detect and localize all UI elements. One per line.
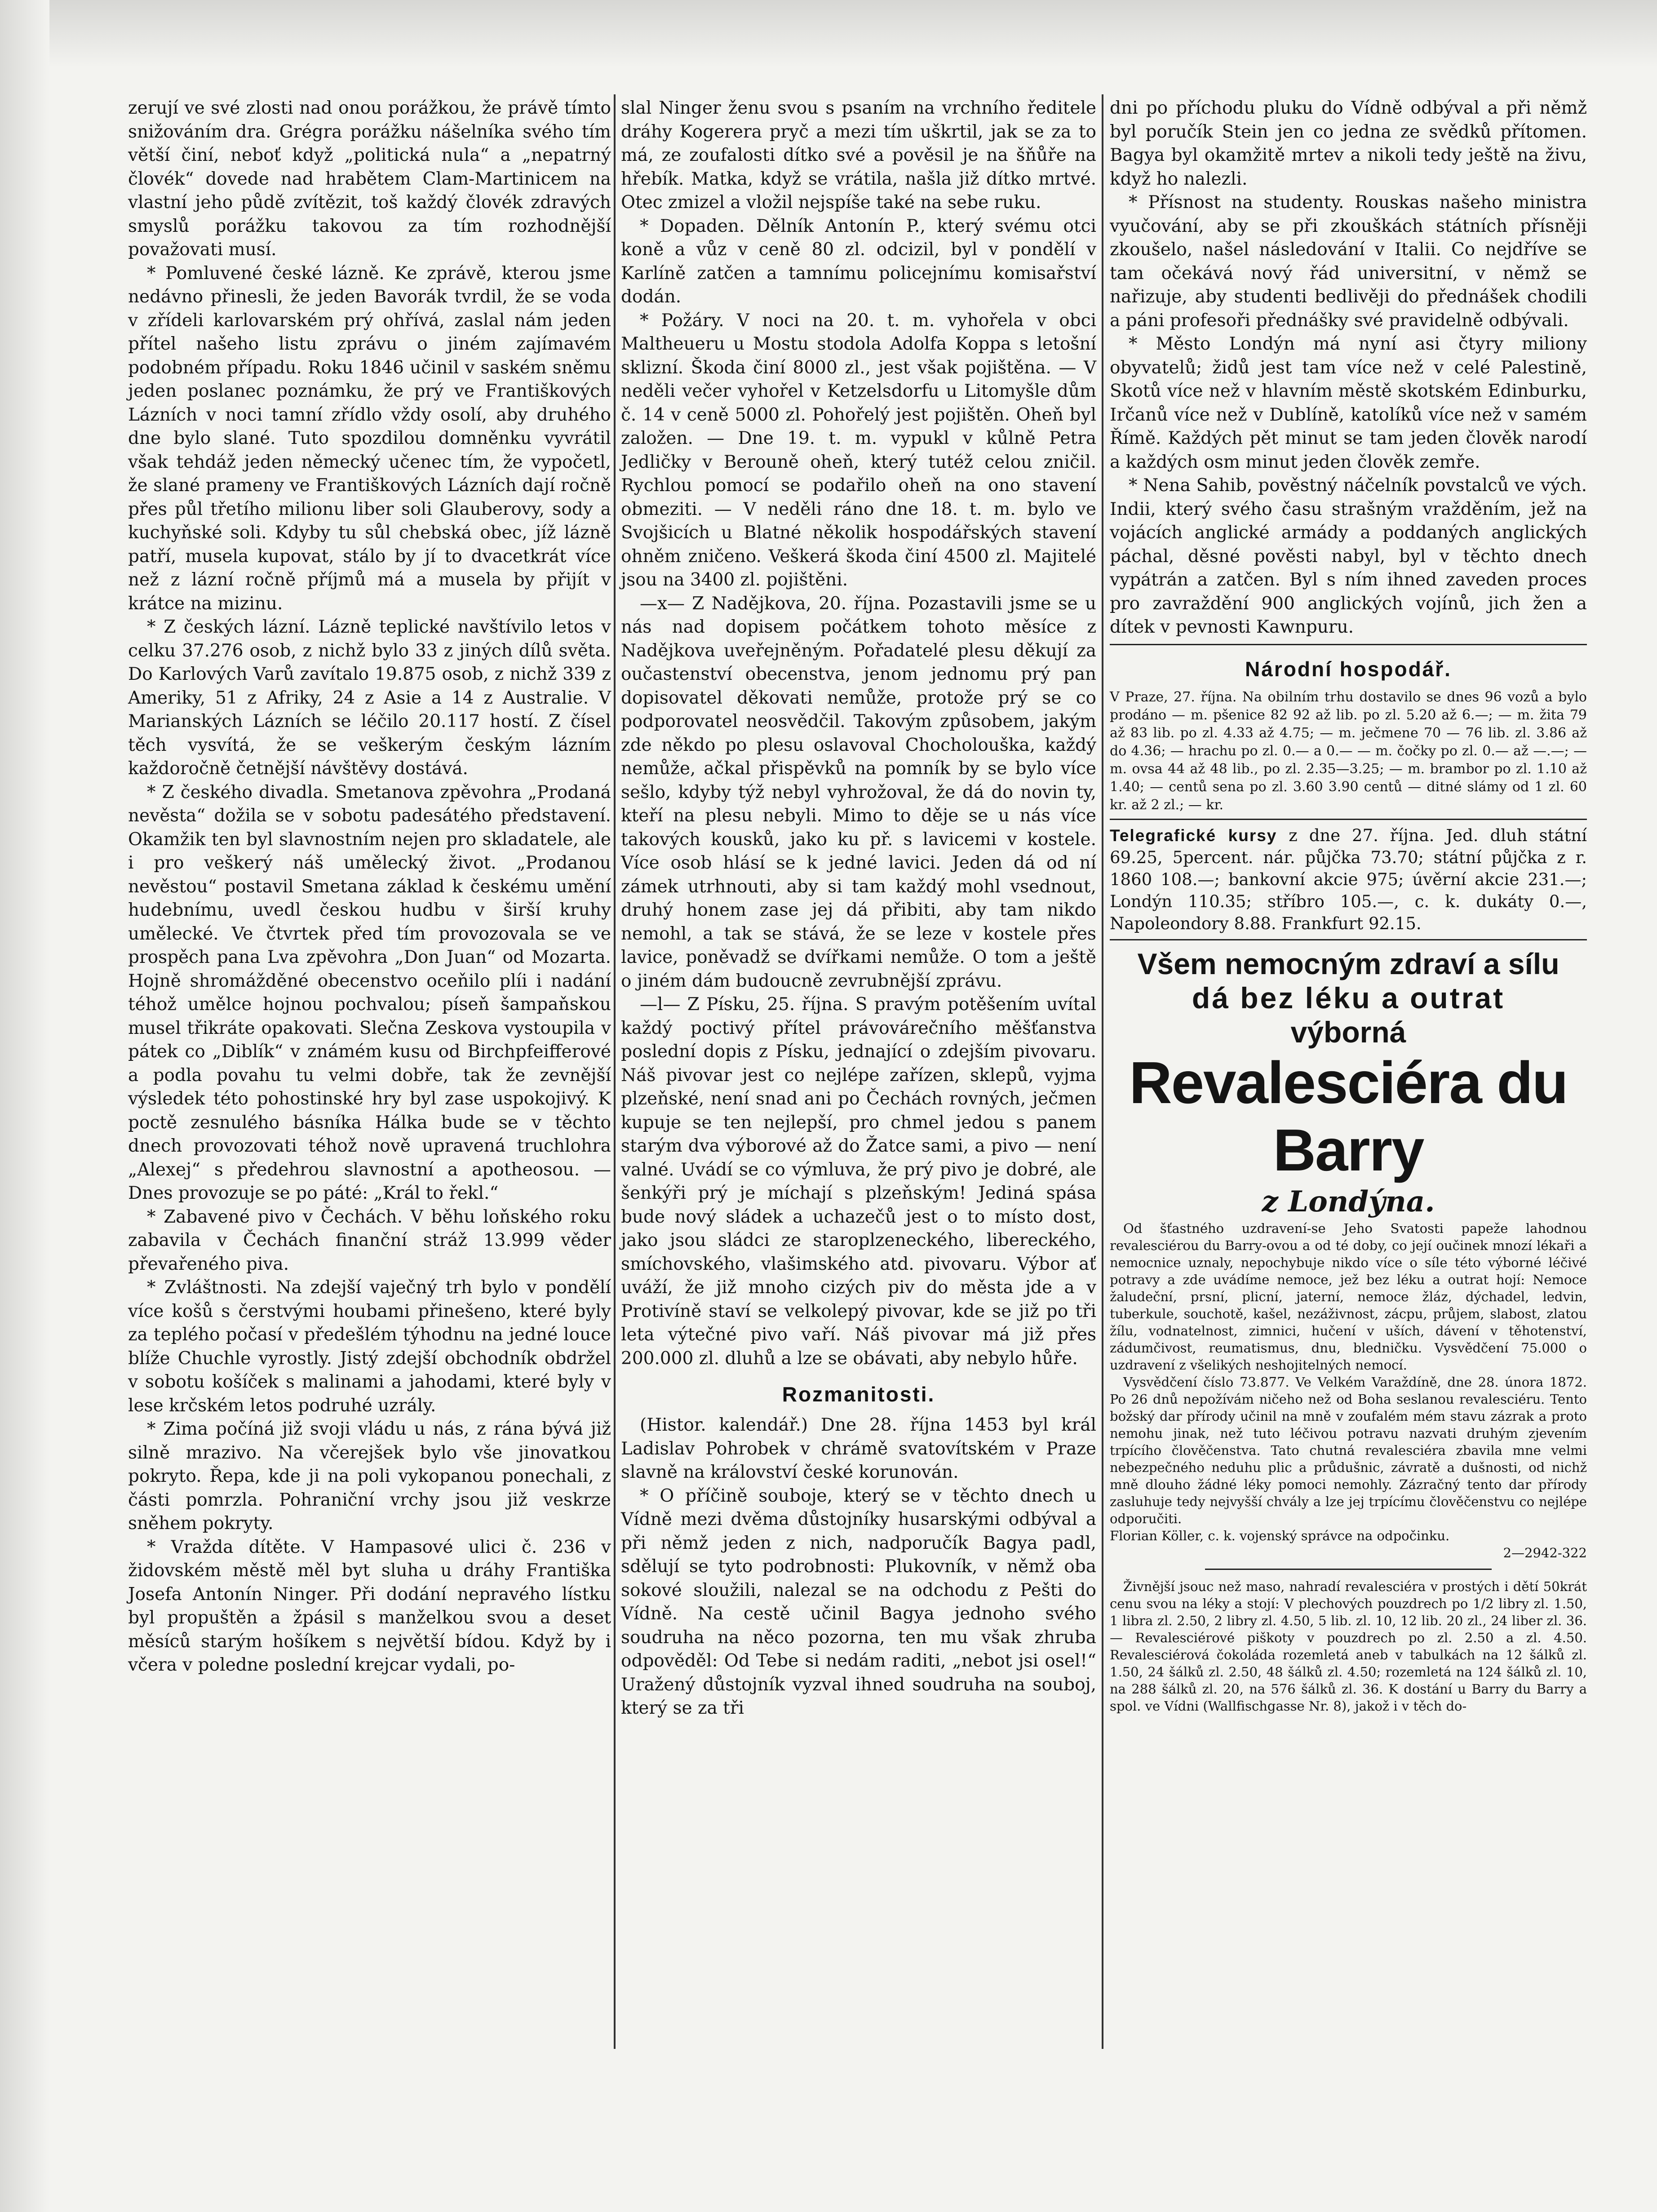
telegraph-heading: Telegrafické kursy [1110,826,1277,845]
section-divider [1205,1569,1491,1570]
article-paragraph: * Zabavené pivo v Čechách. V běhu loňského roku zabavila v Čechách finanční stráž 13.999 věder převařeného piva. [128,1206,611,1274]
ad-headline: Všem nemocným zdraví a sílu [1137,947,1560,980]
ad-reference: 2—2942-322 [1503,1545,1587,1560]
article-paragraph: * Pomluvené české lázně. Ke zprávě, kterou jsme nedávno přinesli, že jeden Bavorák tvrdil, že se voda v zřídeli karlovarském prý ohřívá, zaslal nám jeden přítel našeho listu zprávu o jiném zajímavém podobném případu. Roku 1846 učinil v saském sněmu jeden poslanec poznámku, že prý ve Františkových Lázních v noci tamní zřídlo vždy osolí, aby druhého dne bylo slané. Tuto spozdilou domněnku vyvrátil však tehdáž jeden německý učenec tím, že vypočetl, že slané prameny ve Františkových Lázních dají ročně přes půl třetího milionu liber soli Glauberovy, sody a kuchyňské soli. Kdyby tu sůl chebská obec, jíž lázně patří, musela kupovat, stálo by jí to dvacetkrát více než z lázní ročně příjmů má a musela by přijít v krátce na mizinu. [128,263,611,614]
section-divider [1110,939,1587,940]
article-paragraph: dni po příchodu pluku do Vídně odbýval a při němž byl poručík Stein jen co jedna ze svědků přítomen. Bagya byl okamžitě mrtev a nikoli tedy ještě na živu, když ho nalezli. [1110,98,1587,189]
column-rule [1102,94,1103,2049]
article-paragraph: * Zvláštnosti. Na zdejší vaječný trh bylo v pondělí více košů s čerstvými houbami přinešeno, které byly za teplého počasí v předešlém týhodnu na jedné louce blíže Chuchle vyrostly. Jistý zdejší obchodník obdržel v sobotu košíček s malinami a jahodami, které byly v lese krčském letos podruhé uzrály. [128,1277,611,1416]
ad-subheadline: dá bez léku a outrat [1192,981,1505,1015]
ad-brand: Revalesciéra du Barry [1129,1049,1568,1183]
article-paragraph: * Přísnost na studenty. Rouskas našeho ministra vyučování, aby se při zkouškách státních přísněji zkoušelo, našel následování v Italii. Co nejdříve se tam očekává nový řád universitní, v němž se nařizuje, aby studenti bedlivěji do přednášek chodili a páni profesoři přednášky své pravidelně odbývali. [1110,192,1587,331]
column-right [1110,97,1587,2042]
article-paragraph: zerují ve své zlosti nad onou porážkou, že právě tímto snižováním dra. Grégra porážku nášelníka svého tím větší činí, neboť když „politická nula“ a „nepatrný človék“ dovede nad hrabětem Clam-Martinicem na vlastní jeho půdě zvítězit, toš každý človék zdravých smyslů porážku takovou za tím rozhodnější považovati musí. [128,98,611,260]
telegraph-text: Jed. dluh státní 69.25, 5percent. nár. půjčka 73.70; státní půjčka z r. 1860 108.—; bankovní akcie 975; úvěrní akcie 231.—; Londýn 110.35; stříbro 105.—, c. k. dukáty 0.—, Napoleondory 8.88. Frankfurt 92.15. [1110,825,1587,933]
article-paragraph: * Město Londýn má nyní asi čtyry miliony obyvatelů; židů jest tam více než v celé Palestině, Skotů více než v hlavním městě skotském Edinburku, Irčanů více než v Dublíně, katolíků více než v samém Římě. Každých pět minut se tam jeden člověk narodí a každých osm minut jeden člověk zemře. [1110,334,1587,472]
market-section [1110,657,1587,935]
ad-body: Od šťastného uzdravení-se Jeho Svatosti papeže lahodnou revalesciérou du Barry-ovou a od té doby, co její oučinek mnozí lékaři a nemocnice uznaly, nepochybuje nikdo více o síle této výborné léčivé potravy a zde uvádíme nemoce, jež bez léku a outrat hojí: Nemoce žaludeční, prsní, plicní, jaterní, nemoce žláz, dýchadel, ledvin, tuberkule, souchotě, kašel, nezáživnost, zácpu, průjem, slabost, zlatou žílu, vodnatelnost, zimnici, hučení v uších, dávení v těhotenství, zádumčivost, reumatismus, dnu, bledničku. Vysvědčení 75.000 o uzdravení z všelikých neshojitelných nemocí. [1110,1220,1587,1373]
scan-shadow-left [0,0,49,2212]
article-paragraph: (Histor. kalendář.) Dne 28. října 1453 byl král Ladislav Pohrobek v chrámě svatovítském v Praze slavně na království české korunován. [621,1415,1096,1482]
ad-price-list: Živnější jsouc než maso, nahradí revalesciéra v prostých i dětí 50krát cenu svou na léky a stojí: V plechových pouzdrech po 1/2 libry zl. 1.50, 1 libra zl. 2.50, 2 libry zl. 4.50, 5 lib. zl. 10, 12 lib. 20 zl., 24 liber zl. 36. — Revalesciérové piškoty v pouzdrech po zl. 2.50 a zl. 4.50. Revalesciérová čokoláda rozemletá aneb v tabulkách na 12 šálků zl. 1.50, 24 šálků zl. 2.50, 48 šálků zl. 4.50; rozemletá na 124 šálků zl. 10, na 288 šálků zl. 20, na 576 šálků zl. 36. K dostání u Barry du Barry a spol. ve Vídni (Wallfischgasse Nr. 8), jakož i v těch do- [1110,1578,1587,1714]
section-heading-narodni-hospodar: Národní hospodář. [1245,657,1452,681]
ad-body: Vysvědčení číslo 73.877. Ve Velkém Varaždíně, dne 28. února 1872. Po 26 dnů nepožívám ničeho než od Boha seslanou revalesciéru. Tento božský dar přírody učinil na mně v zoufalém mém stavu zázrak a proto nemohu jinak, než tuto léčivou potravu nazvati druhým zjevením trpícího člověčenstva. Tato chutná revalesciéra zbavila mne velmi nebezpečného neduhu plic a průdušnic, závratě a dušnosti, od nichž mně dlouho žádné léky pomoci nemohly. Zázračný tento dar přírody zasluhuje tedy nejvyšší chvály a lze jej trpícímu člověčenstvu co nejlépe odporučiti. [1110,1374,1587,1526]
ad-origin: z Londýna. [1262,1184,1435,1219]
article-paragraph: * Nena Sahib, pověstný náčelník povstalců ve vých. Indii, který svého času strašným vražděním, jež na vojácích anglické armády a poddaných anglických páchal, děsné pověsti nabyl, byl v těchto dnech vypátrán a zatčen. Byl s ním ihned zaveden proces pro zavraždění 900 anglických vojínů, jich žen a dítek v pevnosti Kawnpuru. [1110,475,1587,637]
market-report: V Praze, 27. října. Na obilním trhu dostavilo se dnes 96 vozů a bylo prodáno — m. pšenice 82 92 až lib. po zl. 5.20 až 6.—; — m. žita 79 až 83 lib. po zl. 4.33 až 4.75; — m. ječmene 70 — 76 lib. zl. 3.86 až do 4.36; — hrachu po zl. 0.— a 0.— — m. čočky po zl. 0.— až —.—; — m. ovsa 44 až 48 lib., po zl. 2.35—3.25; — m. brambor po zl. 1.10 až 1.40; — centů sena po zl. 3.60 3.90 centů — ditné slámy od 1 zl. 60 kr. až 2 zl.; — kr. [1110,689,1587,813]
article-paragraph: * Z českých lázní. Lázně teplické navštívilo letos v celku 37.276 osob, z nichž bylo 33 z jiných dílů světa. Do Karlových Varů zavítalo 19.875 osob, z nichž 339 z Ameriky, 51 z Afriky, 24 z Asie a 14 z Australie. V Marianských Lázních se léčilo 20.117 hostí. Z čísel těch vysvítá, že se veškerým českým lázním každoročně četnější návštěvy dostává. [128,617,611,779]
article-paragraph: —x— Z Nadějkova, 20. října. Pozastavili jsme se u nás nad dopisem počátkem tohoto měsíce z Nadějkova uveřejněným. Pořadatelé plesu děkují za oučastenství obecenstva, jenom jednomu prý pan dopisovatel děkovati nemůže, protože prý se co podporovatel neosvědčil. Takovým způsobem, jakým zde někdo po plesu oslavoval Chocholouška, každý nemůže, ačkal přispěvků na pomník by se bylo více sešlo, kdyby týž nebyl vyhrožoval, že dá do novin ty, kteří na plesu nebyli. Mimo to děje se u nás více takových kousků, jako ku př. s lavicemi v kostele. Více osob hlásí se k jedné lavici. Jeden dá od ní zámek utrhnouti, aby si tam každý mohl vsednout, druhý honem zase jej dá přibiti, aby tam nikdo nemohl, a tak se stává, že se leze v kostele přes lavice, poněvadž se dvířkami nemůže. O tom a ještě o jiném dám budoucně zevrubnější zprávu. [621,593,1096,991]
article-paragraph: * Z českého divadla. Smetanova zpěvohra „Prodaná nevěsta“ dožila se v sobotu padesátého představení. Okamžik ten byl slavnostním nejen pro skladatele, ale i pro veškerý náš umělecký život. „Prodanou nevěstou“ postavil Smetana základ k českému umění hudebnímu, uvedl českou hudbu v širší kruhy umělecké. Ve čtvrtek před tím provozovala se ve prospěch pana Lva zpěvohra „Don Juan“ od Mozarta. Hojně shromážděné obecenstvo oceňilo plíi i nadání téhož umělce hojnou pochvalou; píseň šampaňskou musel třikráte opakovati. Slečna Zeskova vystoupila v pátek co „Diblík“ v známém kusu od Birchpfeifferové a podla povahu tu velmi dobře, tak že zevnější výsledek této pohostinské hry byl zase uspokojivý. K poctě zesnulého básníka Hálka bude se v těchto dnech provozovati téhož nově upravená truchlohra „Alexej“ s předehrou slavnostní a apotheosou. — Dnes provozuje se po páté: „Král to řekl.“ [128,782,611,1203]
advertisement-revalesciere [1110,947,1587,1715]
column-middle [621,97,1096,2042]
telegraph-rates [1110,825,1587,935]
section-divider [1110,644,1587,645]
column-rule [614,94,616,2049]
ad-signature: Florian Köller, c. k. vojenský správce na odpočinku. [1110,1528,1450,1543]
article-paragraph: —l— Z Písku, 25. října. S pravým potěšením uvítal každý poctivý přítel právovárečního měšťanstva poslední dopis z Písku, jednající o zdejším pivovaru. Náš pivovar jest co nejlépe zařízen, sklepů, vyjma plzeňské, není snad ani po Čechách rovných, ječmen kupuje se ten nejlepší, pro chmel jedou s panem starým dva výborové až do Žatce sami, a pivo — není valné. Uvádí se co výmluva, že prý pivo je dobré, ale šenkýři prý je míchají s plzeňským! Jediná spása bude nový sládek a uchazečů jest o to místo dost, jako jsou sládci ze staroplzeneckého, libereckého, smíchovského, vlašimského atd. pivovaru. Výbor ať uváží, že již mnoho cizých piv do města jde a v Protivíně staví se velkolepý pivovar, kde se již po tři leta výtečné pivo vaří. Náš pivovar má již přes 200.000 zl. dluhů a lze se obávati, aby nebylo hůře. [621,994,1096,1369]
article-paragraph: * Zima počíná již svoji vládu u nás, z rána bývá již silně mrazivo. Na včerejšek bylo vše jinovatkou pokryto. Řepa, kde ji na poli vykopanou ponechali, z části pomrzla. Pohraniční vrchy jsou již veskrze sněhem pokryty. [128,1419,611,1534]
column-left [128,97,611,2042]
telegraph-date: z dne 27. října. [1289,825,1435,845]
article-paragraph: * Požáry. V noci na 20. t. m. vyhořela v obci Maltheueru u Mostu stodola Adolfa Koppa s letošní sklizní. Škoda činí 8000 zl., jest však pojištěna. — V neděli večer vyhořel v Ketzelsdorfu u Litomyšle dům č. 14 v ceně 5000 zl. Pohořelý jest pojištěn. Oheň byl založen. — Dne 19. t. m. vypukl v kůlně Petra Jedličky v Berouně oheň, který tutéž celou zničil. Rychlou pomocí se podařilo oheň na ono stavení obmeziti. — V neděli ráno dne 18. t. m. bylo ve Svojšicích u Blatné několik hospodářských stavení ohněm zničeno. Veškerá škoda činí 4500 zl. Majitelé jsou na 3400 zl. pojištěni. [621,310,1096,590]
article-paragraph: slal Ninger ženu svou s psaním na vrchního ředitele dráhy Kogerera pryč a mezi tím uškrtil, jak se za to má, ze zoufalosti dítko své a pověsil je na šňůře na hřebík. Matka, když se vrátila, našla již dítko mrtvé. Otec zmizel a vložil nejspíše také na sebe ruku. [621,98,1096,213]
article-paragraph: * O příčině souboje, který se v těchto dnech u Vídně mezi dvěma důstojníky husarskými odbýval a při němž jeden z nich, nadporučík Bagya padl, sdělují se tyto podrobnosti: Plukovník, v němž oba sokové sloužili, nalezal se na odchodu z Pešti do Vídně. Na cestě učinil Bagya jednoho svého soudruha na něco pozorna, ten mu však zhruba odpověděl: Od Tebe si nedám raditi, „nebot jsi osel!“ Uražený důstojník vyzval ihned soudruha na souboj, který se za tři [621,1485,1096,1718]
section-divider [1110,819,1587,820]
section-heading-rozmanitosti: Rozmanitosti. [782,1383,935,1406]
article-paragraph: * Vražda dítěte. V Hampasové ulici č. 236 v židovském městě měl byt sluha u dráhy Františka Josefa Antonín Ninger. Při dodání nepravého lístku byl propuštěn a žpásil s manželkou svou a deset měsíců starým hošíkem s největší bídou. Když by i včera v poledne poslední krejcar vydali, po- [128,1537,611,1675]
scan-shadow-top [0,0,1657,67]
article-paragraph: * Dopaden. Dělník Antonín P., který svému otci koně a vůz v ceně 80 zl. odcizil, byl v pondělí v Karlíně zatčen a tamnímu policejnímu komisařství dodán. [621,216,1096,307]
ad-adjective: výborná [1290,1015,1406,1049]
